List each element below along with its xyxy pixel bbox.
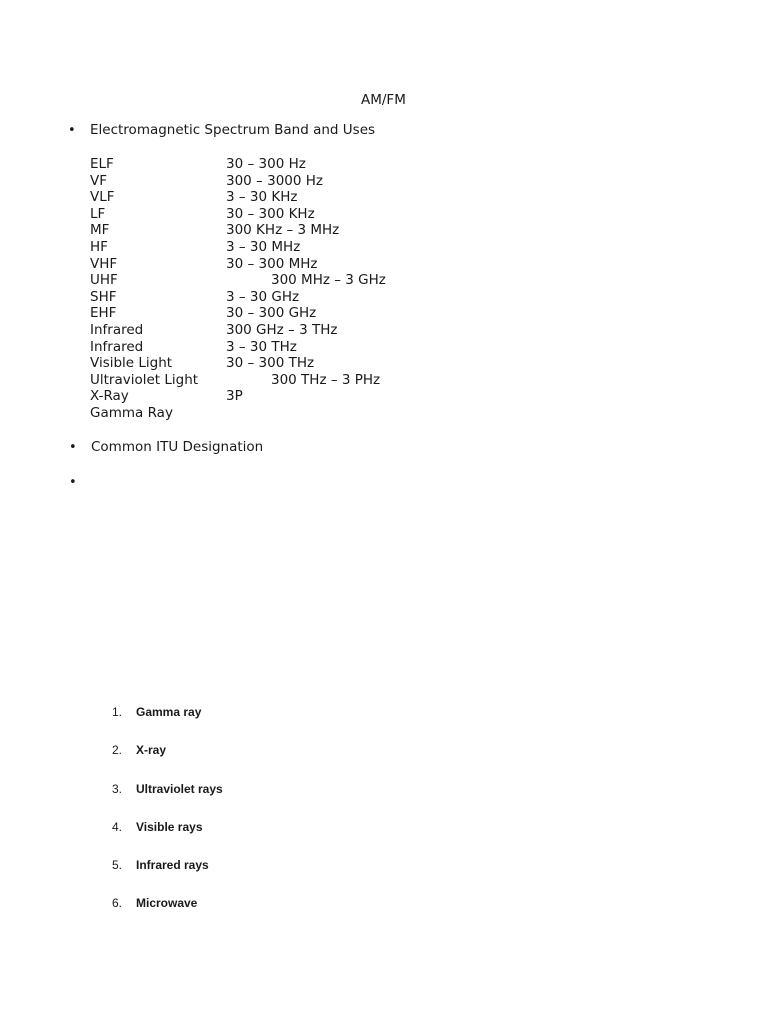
- band-range: 3P: [226, 388, 243, 405]
- bullet-dot-icon: •: [68, 123, 76, 138]
- band-range: 30 – 300 MHz: [226, 255, 318, 272]
- band-name: VHF: [90, 255, 118, 272]
- band-name: Visible Light: [90, 355, 173, 372]
- band-name: Ultraviolet Light: [90, 371, 199, 388]
- band-name: VF: [90, 172, 108, 189]
- list-number: 4.: [112, 819, 123, 834]
- list-text: Gamma ray: [136, 705, 202, 719]
- band-range: 3 – 30 GHz: [226, 288, 300, 305]
- band-name: HF: [90, 238, 108, 255]
- list-text: Ultraviolet rays: [136, 781, 223, 796]
- page-title: AM/FM: [361, 92, 406, 108]
- list-number: 6.: [112, 896, 123, 911]
- band-range: 30 – 300 THz: [226, 355, 315, 372]
- band-range: 3 – 30 MHz: [226, 238, 301, 255]
- band-name: LF: [90, 205, 106, 222]
- band-name: UHF: [90, 272, 118, 289]
- band-range: 300 GHz – 3 THz: [226, 321, 338, 338]
- band-range: 300 MHz – 3 GHz: [271, 272, 386, 289]
- list-number: 1.: [112, 705, 123, 719]
- band-range: 300 – 3000 Hz: [226, 172, 323, 189]
- list-text: X-ray: [136, 743, 167, 758]
- band-name: Gamma Ray: [90, 404, 173, 421]
- band-range: 30 – 300 KHz: [226, 205, 315, 222]
- bullet-item-itu: [69, 439, 264, 456]
- band-name: MF: [90, 222, 110, 239]
- band-name: VLF: [90, 189, 115, 206]
- band-range: 300 THz – 3 PHz: [271, 371, 381, 388]
- band-name: Infrared: [90, 321, 144, 338]
- bullet-text: Electromagnetic Spectrum Band and Uses: [90, 122, 376, 138]
- band-name: Infrared: [90, 338, 144, 355]
- list-number: 3.: [112, 781, 123, 796]
- band-range: 30 – 300 GHz: [226, 305, 317, 322]
- list-text: Infrared rays: [136, 858, 209, 873]
- band-name: ELF: [90, 156, 114, 172]
- list-text: Visible rays: [136, 819, 203, 834]
- band-range: 300 KHz – 3 MHz: [226, 222, 340, 239]
- band-name: EHF: [90, 305, 117, 322]
- bullet-dot-icon: •: [69, 475, 77, 490]
- bullet-item-spectrum: [68, 122, 376, 139]
- list-text: Microwave: [136, 896, 198, 911]
- band-range: 3 – 30 KHz: [226, 189, 298, 206]
- band-name: X-Ray: [90, 388, 129, 405]
- bullet-dot-icon: •: [69, 440, 77, 455]
- list-number: 2.: [112, 743, 123, 758]
- list-number: 5.: [112, 858, 123, 873]
- band-range: 3 – 30 THz: [226, 338, 297, 355]
- band-name: SHF: [90, 288, 117, 305]
- bullet-text: Common ITU Designation: [91, 439, 264, 455]
- band-range: 30 – 300 Hz: [226, 156, 306, 172]
